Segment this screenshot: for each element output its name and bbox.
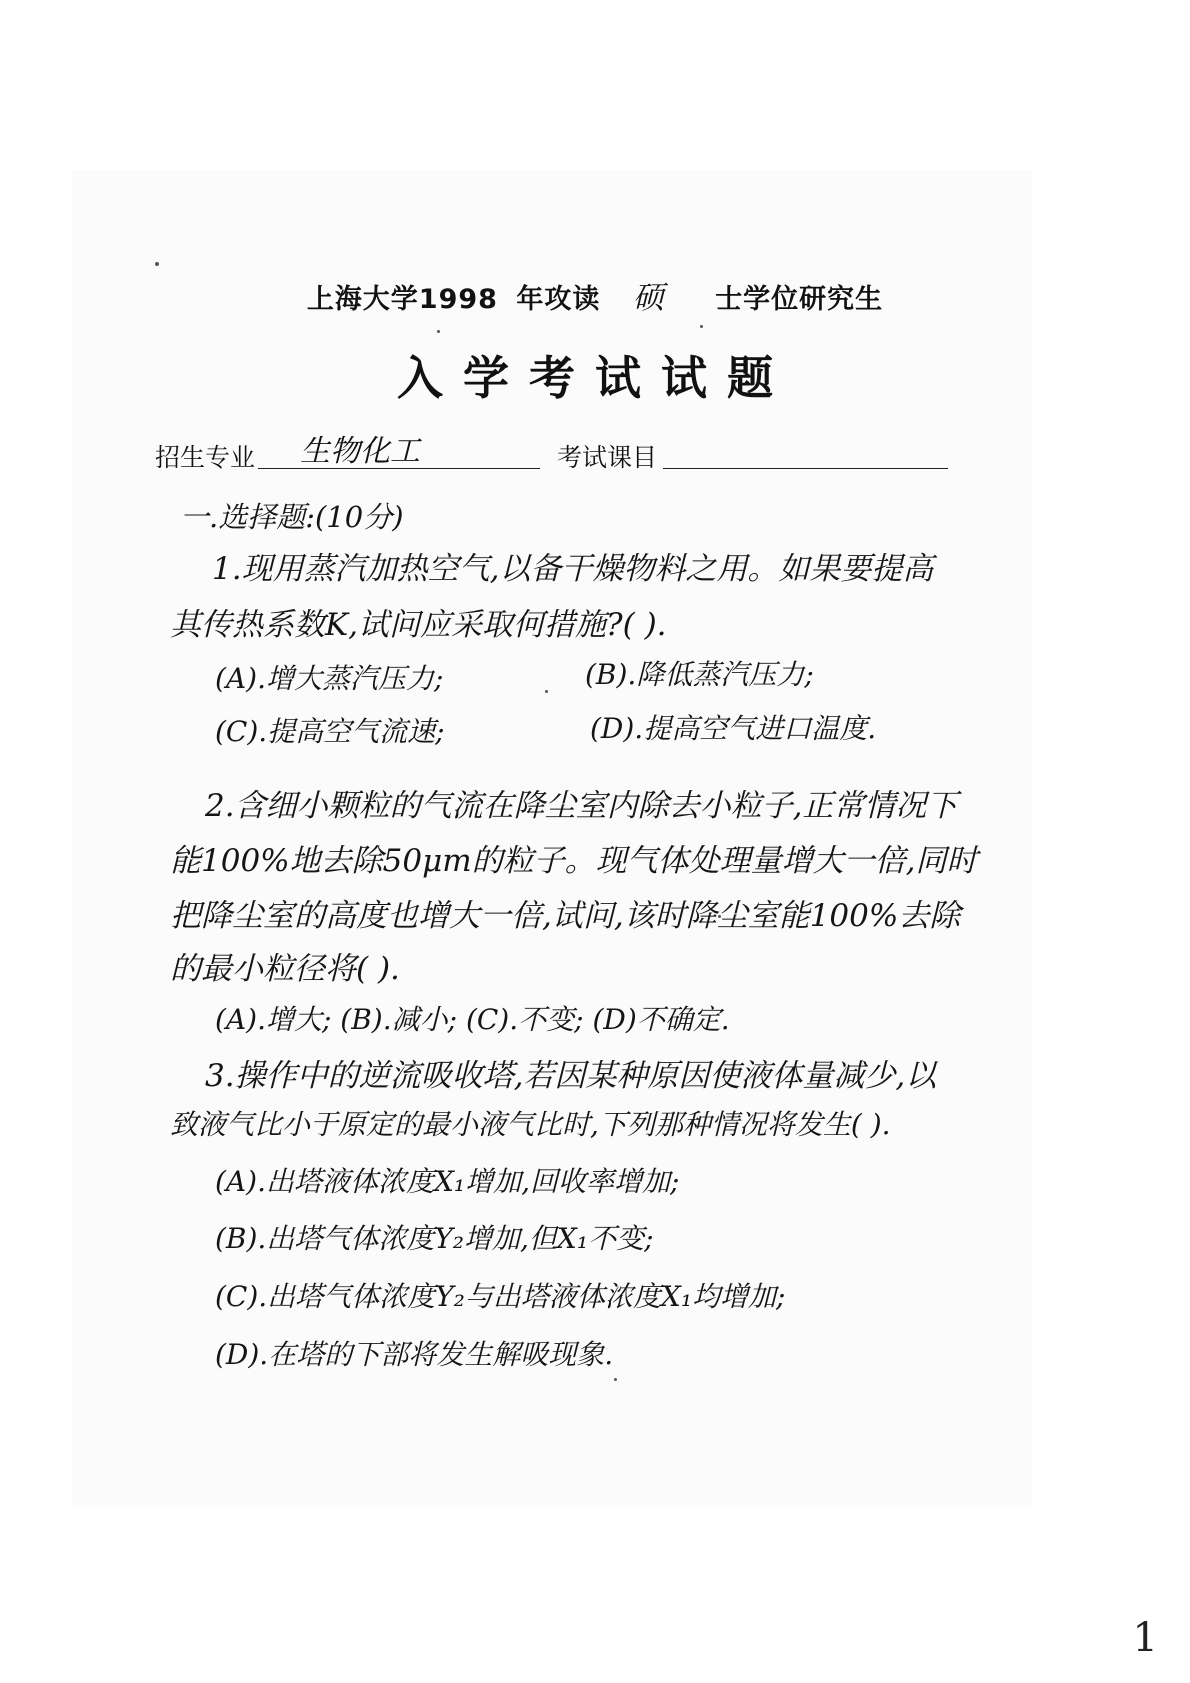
scan-speck xyxy=(437,330,440,333)
subject-label: 考试课目 xyxy=(557,443,658,472)
exam-title: 入学考试试题 xyxy=(397,351,793,405)
page-number: 1 xyxy=(1132,1615,1158,1661)
q2-line4: 的最小粒径将( ). xyxy=(170,951,400,987)
q1-line1: 1.现用蒸汽加热空气,以备干燥物料之用。如果要提高 xyxy=(212,551,934,587)
q2-line2: 能100%地去除50μm的粒子。现气体处理量增大一倍,同时 xyxy=(170,843,978,879)
q3-option-b: (B).出塔气体浓度Y₂增加,但X₁不变; xyxy=(215,1222,654,1255)
header-university-year: 上海大学1998 xyxy=(306,284,498,315)
q1-option-b: (B).降低蒸汽压力; xyxy=(585,658,814,691)
header-attend: 年攻读 xyxy=(516,284,601,315)
exam-fields xyxy=(155,430,1015,470)
section-heading: 一.选择题:(10分) xyxy=(180,500,404,534)
q3-option-d: (D).在塔的下部将发生解吸现象. xyxy=(215,1338,614,1371)
scan-speck xyxy=(155,262,159,266)
exam-header xyxy=(0,272,1190,317)
q1-line2: 其传热系数K,试问应采取何措施?( ). xyxy=(170,607,667,643)
q1-option-a: (A).增大蒸汽压力; xyxy=(215,662,444,695)
subject-underline xyxy=(663,468,948,469)
header-degree-handwritten: 硕 xyxy=(632,280,665,316)
major-label: 招生专业 xyxy=(155,443,256,472)
q2-line1: 2.含细小颗粒的气流在降尘室内除去小粒子,正常情况下 xyxy=(205,788,958,824)
q1-option-c: (C).提高空气流速; xyxy=(215,715,445,748)
scan-speck xyxy=(545,690,548,693)
q1-option-d: (D).提高空气进口温度. xyxy=(590,712,877,745)
q3-line1: 3.操作中的逆流吸收塔,若因某种原因使液体量减少,以 xyxy=(205,1058,937,1094)
q2-line3: 把降尘室的高度也增大一倍,试问,该时降尘室能100%去除 xyxy=(170,898,961,934)
major-value-handwritten: 生物化工 xyxy=(300,434,420,469)
scan-speck xyxy=(700,325,703,328)
q3-line2: 致液气比小于原定的最小液气比时,下列那种情况将发生( ). xyxy=(170,1108,891,1141)
scan-speck xyxy=(614,1378,617,1381)
header-degree-suffix: 士学位研究生 xyxy=(715,284,884,315)
q2-options: (A).增大; (B).减小; (C).不变; (D)不确定. xyxy=(215,1003,730,1036)
q3-option-c: (C).出塔气体浓度Y₂与出塔液体浓度X₁均增加; xyxy=(215,1280,786,1313)
q3-option-a: (A).出塔液体浓度X₁增加,回收率增加; xyxy=(215,1165,680,1198)
